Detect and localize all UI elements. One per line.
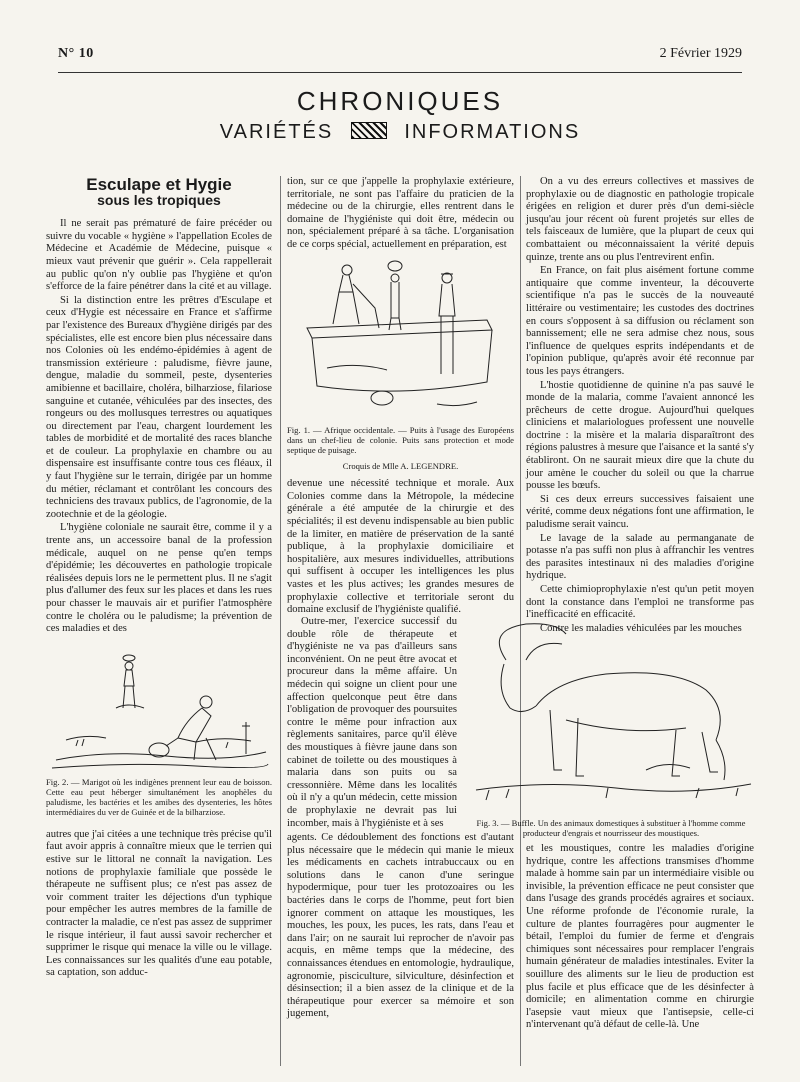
column-2 [287, 176, 514, 617]
paragraph: Il ne serait pas prématuré de faire précéder ou suivre du vocable « hygiène » l'appellation Ecoles de Médecine et Académie de Médecine, puisque « mieux vaut prévenir que guérir ». Cela rappellerait au public qu'on n'y oublie pas l'hygiène et qu'on s'efforce de la faire pénétrer dans la cité et au village. [46, 218, 272, 293]
paragraph: En France, on fait plus aisément fortune comme antiquaire que comme inventeur, la découverte scientifique n'a pas le succès de la nouveauté littéraire ou vestimentaire; les custodes des doctrines en cours s'opposent à sa diffusion ou réclament son bannissement; elle ne sera admise chez nous, sous l'influence de quelques esprits indépendants et de l'opinion publique, qu'après avoir été reconnue par tous les pays étrangers. [526, 265, 754, 377]
paragraph: tion, sur ce que j'appelle la prophylaxie extérieure, territoriale, ne sont pas l'affaire du praticien de la médecine ou de la chirurgie, elles rentrent dans le domaine de l'hygiéniste qui doit être, médecin ou non, spécialement préparé à sa tâche. L'organisation de ce corps spécial, actuellement en préparation, est [287, 176, 514, 250]
paragraph: On a vu des erreurs collectives et massives de prophylaxie ou de diagnostic en pathologie tropicale érigées en religion et durer près d'un demi-siècle jusqu'au jour récent où furent projetés sur elles de tels faisceaux de lumière, que la plupart de ceux qui combattaient ou méconnaissaient la vérité depuis quinze, trente ans ou plus l'entrevirent enfin. [526, 176, 754, 263]
figure-3 [466, 620, 756, 838]
paragraph: autres que j'ai citées a une technique très précise qu'il faut avoir appris à connaître mieux que le terrien qui estive sur le littoral ne connaît la navigation. Les notions de prophylaxie familiale que possède le thérapeute ne suffisent plus; ce n'est pas assez de voir comment traiter les déjections d'un typhique pour empêcher les autres membres de la famille de contracter la maladie, ce n'est pas assez de supprimer le risque intérieur, il faut aussi savoir rechercher et supprimer le risque qui menace la ville ou le village. Les connaissances sur les qualités d'une eau potable, sa captation, son adduc- [46, 828, 272, 979]
column-divider [280, 176, 281, 1066]
paragraph: L'hygiène coloniale ne saurait être, comme il y a trente ans, un accessoire banal de la profession médicale, auquel on ne pense qu'en temps d'épidémie; les découvertes en pathologie tropicale réalisées depuis lors ne le permettent plus. Il ne s'agit plus d'allumer des feux sur les places et dans les rues pour chasser le mauvais air et purifier l'atmosphère contre le choléra ou le paludisme; la prévention de ces maladies et des [46, 522, 272, 635]
figure-1 [287, 258, 514, 473]
paragraph: Si la distinction entre les prêtres d'Esculape et ceux d'Hygie est nécessaire en France et s'affirme par l'existence des Bureaux d'hygiène dirigés par des spécialistes, elle est encore bien plus nécessaire dans nos Colonies où les endémo-épidémies à agent de transmission extérieure : paludisme, fièvre jaune, dengue, maladie du sommeil, peste, dysenteries amibienne et bacillaire, choléra, bilharziose, filariose sanguine et cutanée, véhiculées par des insectes, des rongeurs ou des mollusques terrestres ou aquatiques ou directement par l'eau, chargent lourdement les tables de morbidité et de mortalité des races blanche et de couleur. La prophylaxie en chambre ou au dispensaire est insuffisante contre tous ces fléaux, il y faut l'hygiène sur le terrain, dirigée par un homme du métier, réclamant et contrôlant les concours des techniciens des travaux publics, de l'agronomie, de la zootechnie et de la géologie. [46, 294, 272, 520]
masthead-subtitle [0, 121, 800, 144]
figure-1-credit: Croquis de Mlle A. LEGENDRE. [342, 460, 459, 471]
issue-date: 2 Février 1929 [659, 46, 742, 61]
column-3-bottom [526, 843, 754, 1032]
paragraph: devenue une nécessité technique et morale. Aux Colonies comme dans la Métropole, la médecine générale a été amputée de la chirurgie et des spécialités; il est devenu indispensable au bien public de la limiter, en matière de préservation de la santé publique, à la prophylaxie domiciliaire et hospitalière, aux mesures individuelles, attributions qui suffisent à occuper les intelligences les plus vastes et les plus actives; les grandes mesures de prophylaxie collective et territoriale seront du domaine exclusif de l'hygiéniste qualifié. [287, 478, 514, 616]
paragraph: Le lavage de la salade au permanganate de potasse n'a pas suffi non plus à affranchir les ventres des parasites intestinaux ni des maladies d'origine hydrique. [526, 532, 754, 582]
article-subtitle: sous les tropiques [97, 191, 221, 208]
paragraph: Cette chimioprophylaxie n'est qu'un petit moyen dont la constance dans l'emploi ne transforme pas l'inefficacité en efficacité. [526, 584, 754, 621]
buffalo-illustration [466, 620, 756, 810]
paragraph: Contre les maladies véhiculées par les mouches [540, 622, 742, 634]
figure-2-caption: Fig. 2. — Marigot où les indigènes prennent leur eau de boisson. Cette eau peut héberger simultanément les anophèles du paludisme, les bactéries et les amibes des dysenteries, les hôtes intermédiaires du ver de Guinée et de la bilharziose. [46, 776, 272, 817]
paragraph: et les moustiques, contre les maladies d'origine hydrique, contre les affections transmises d'homme malade à homme sain par un intermédiaire visible ou invisible, la prévention efficace ne peut consister que dans l'usage des grands procédés agraires et sociaux. Une réforme profonde de l'économie rurale, la culture de plantes fourragères pour augmenter le bétail, l'emploi du fumier de ferme et d'engrais chimiques sont nécessaires pour remplacer l'engrais humain générateur de maladies intestinales. Eviter la souillure des aliments sur le lieu de production est plus facile et plus efficace que de les désinfecter à domicile; en alimentation comme en chirurgie l'asepsie vaut mieux que l'antisepsie, celle-ci n'intervenant qu'à défaut de celle-là. Une [526, 843, 754, 1031]
masthead-left-word: VARIÉTÉS [219, 121, 334, 143]
article-title: Esculape et Hygie [86, 175, 232, 194]
marigot-illustration [46, 642, 272, 774]
paragraph: Outre-mer, l'exercice successif du double rôle de thérapeute et d'hygiéniste ne va pas d'ailleurs sans inconvénient. On ne peut être avocat et procureur dans la même affaire. Un médecin qui soigne un client pour une affection quelconque peut être dans l'obligation de provoquer des poursuites contre le même pour infraction aux règlements sanitaires, parce qu'il élève des moustiques à fièvre jaune dans son cabinet de toilette ou des moustiques à malaria dans son puits ou sa cressonnière. Même dans les localités où il n'y a qu'un médecin, cette mission de prophylaxie ne devrait pas lui incomber, mais à l'hygiéniste et à ses [287, 616, 457, 829]
masthead-right-word: INFORMATIONS [404, 121, 581, 143]
page-header [58, 44, 742, 73]
column-2-lower [287, 616, 457, 830]
masthead [0, 86, 800, 144]
paragraph: agents. Ce dédoublement des fonctions est d'autant plus nécessaire que le médecin qui manie le mieux les médicaments en cachets intrabuccaux ou en solutions dans le canon d'une seringue hypodermique, pour tuer les protozoaires ou les bactéries dans le corps de l'homme, peut fort bien ignorer comment on attaque les moustiques, les mouches, les poux, les puces, les rats, dans l'eau et dans l'air; on ne saurait lui reprocher de n'avoir pas acquis, en même temps que la médecine, des connaissances étendues en entomologie, hydraulique, agronomie, pisciculture, silviculture, désinfection et désinsection; il a bien assez de la clinique et de la thérapeutique pour exercer sa mémoire et son jugement, [287, 832, 514, 1020]
column-1 [46, 176, 272, 980]
ornament-icon [351, 122, 387, 139]
figure-3-caption: Fig. 3. — Buffle. Un des animaux domestiques à substituer à l'homme comme producteur d'engrais et nourrisseur des moustiques. [476, 818, 746, 838]
figure-2 [46, 642, 272, 817]
paragraph: L'hostie quotidienne de quinine n'a pas sauvé le monde de la malaria, comme l'avaient annoncé les prêcheurs de cette drogue. Aujourd'hui quelques cliniciens et malariologues professent une nouvelle doctrine : la misère et la malaria disparaîtront des régions palustres à mesure que l'aisance et la santé s'y établiront. On ne saurait mieux dire que la chute du jour amène le coucher du soleil ou que la charrue pousse les bœufs. [526, 379, 754, 492]
issue-number: N° 10 [58, 46, 94, 61]
figure-1-caption: Fig. 1. — Afrique occidentale. — Puits à l'usage des Européens dans un chef-lieu de colonie. Puits sans protection et mode septique de puisage. [287, 424, 514, 455]
well-illustration [287, 258, 514, 422]
column-2-bottom [287, 832, 514, 1021]
masthead-title: CHRONIQUES [296, 86, 504, 116]
paragraph: Si ces deux erreurs successives faisaient une vérité, comme deux négations font une affirmation, le paludisme serait vaincu. [526, 493, 754, 531]
column-3 [526, 176, 754, 635]
